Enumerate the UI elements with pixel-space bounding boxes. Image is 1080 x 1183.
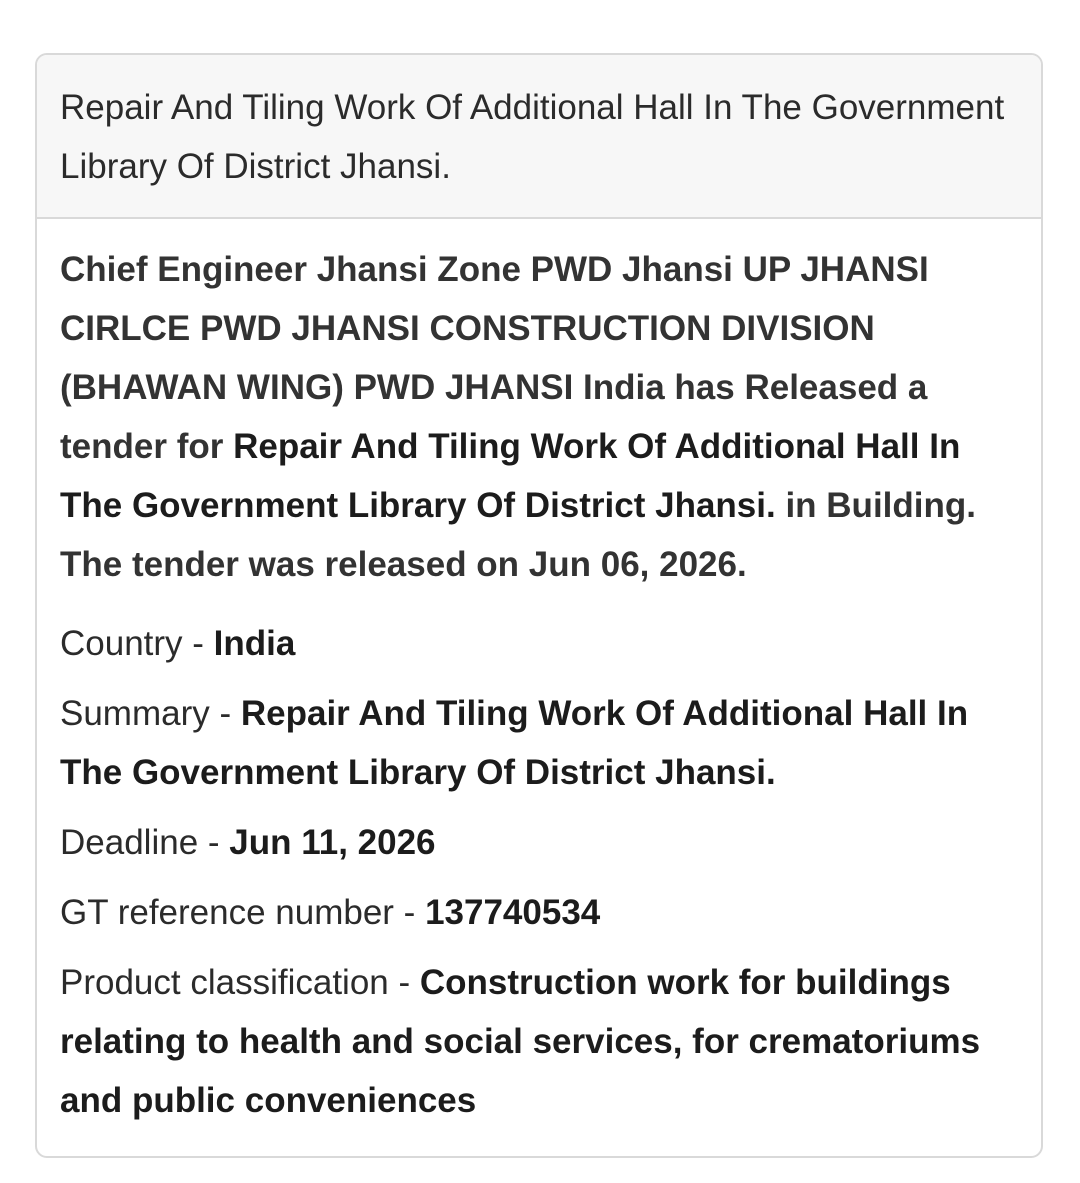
deadline-field <box>60 813 1021 872</box>
tender-card <box>35 53 1043 1158</box>
product-classification-label: Product classification - <box>60 963 420 1002</box>
deadline-label: Deadline - <box>60 823 230 862</box>
summary-label: Summary - <box>60 694 241 733</box>
description-tender-name: Repair And Tiling Work Of Additional Hall In The Government Library Of District Jhansi. <box>60 427 961 525</box>
deadline-value: Jun 11, 2026 <box>229 823 436 862</box>
country-label: Country - <box>60 624 214 663</box>
product-classification-field <box>60 953 1021 1130</box>
description-sector: in Building. The tender was released on Jun 06, 2026. <box>60 486 976 584</box>
tender-title[interactable]: Repair And Tiling Work Of Additional Hall In The Government Library Of District Jhansi. <box>37 55 1041 219</box>
summary-field <box>60 684 1021 802</box>
product-classification-value: Construction work for buildings relating to health and social services, for crematoriums and public conveniences <box>60 963 981 1120</box>
gt-reference-label: GT reference number - <box>60 893 426 932</box>
description-intro: Chief Engineer Jhansi Zone PWD Jhansi UP JHANSI CIRLCE PWD JHANSI CONSTRUCTION DIVISION (BHAWAN WING) PWD JHANSI India has Released a tender for <box>60 250 929 466</box>
gt-reference-field <box>60 883 1021 942</box>
gt-reference-value: 137740534 <box>425 893 601 932</box>
country-value: India <box>213 624 296 663</box>
tender-details <box>37 219 1041 1130</box>
summary-value: Repair And Tiling Work Of Additional Hall In The Government Library Of District Jhansi. <box>60 694 969 792</box>
tender-description <box>60 240 1021 594</box>
country-field <box>60 614 1021 673</box>
